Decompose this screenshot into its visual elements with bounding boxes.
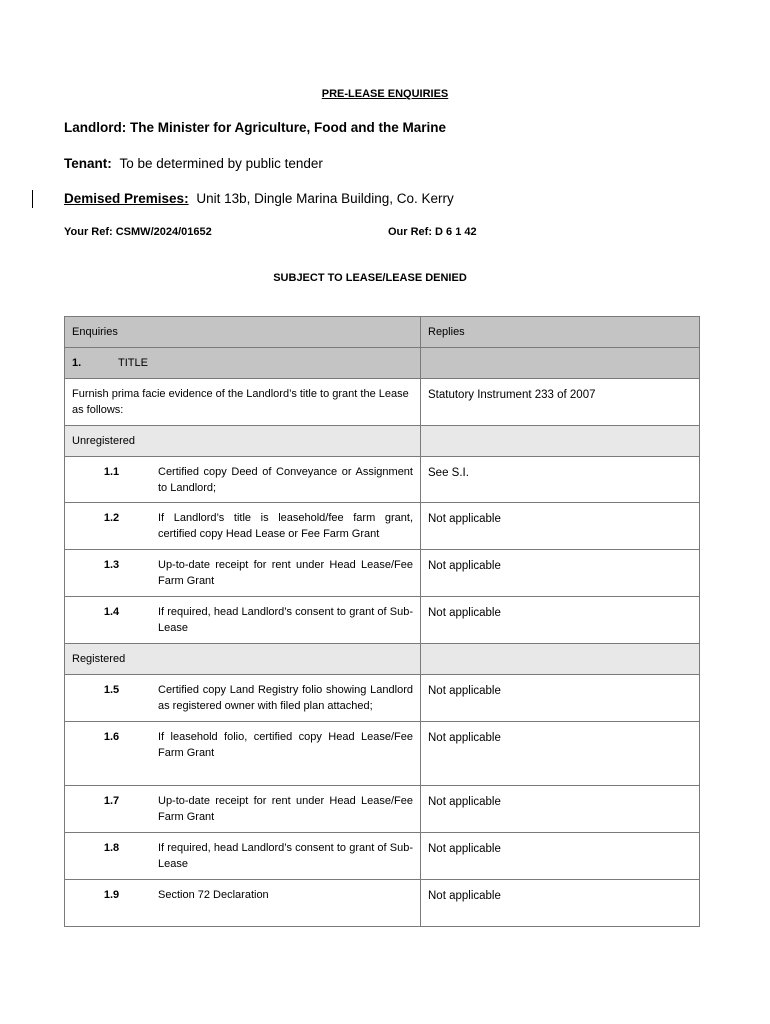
your-ref: Your Ref: CSMW/2024/01652: [64, 226, 212, 238]
item-reply: Not applicable: [428, 843, 501, 855]
table-row: [65, 833, 700, 880]
tenant-label: Tenant:: [64, 156, 112, 171]
intro-row: [65, 379, 700, 426]
table-row: [65, 722, 700, 786]
group-label: Registered: [72, 653, 126, 665]
item-text: Up-to-date receipt for rent under Head Lease/Fee Farm Grant: [158, 795, 413, 823]
item-text: Certified copy Deed of Conveyance or Assignment to Landlord;: [158, 466, 413, 494]
item-number: 1.3: [103, 559, 120, 571]
section-title: TITLE: [118, 357, 148, 369]
enquiries-column-header: Enquiries: [72, 326, 118, 338]
item-text: Certified copy Land Registry folio showing Landlord as registered owner with filed plan attached;: [158, 684, 413, 712]
item-reply: See S.I.: [428, 467, 469, 479]
group-row-registered: [65, 644, 700, 675]
item-reply: Not applicable: [428, 607, 501, 619]
text-cursor: [32, 190, 33, 208]
section-row: [65, 348, 700, 379]
item-reply: Not applicable: [428, 560, 501, 572]
section-number: 1.: [72, 357, 82, 369]
item-number: 1.9: [103, 889, 120, 901]
item-reply: Not applicable: [428, 513, 501, 525]
table-row: [65, 457, 700, 503]
our-ref: Our Ref: D 6 1 42: [388, 226, 477, 238]
group-label: Unregistered: [72, 435, 135, 447]
table-row: [65, 550, 700, 597]
item-text: Section 72 Declaration: [158, 889, 269, 901]
item-text: Up-to-date receipt for rent under Head Lease/Fee Farm Grant: [158, 559, 413, 587]
item-number: 1.8: [103, 842, 120, 854]
table-header-row: [65, 317, 700, 348]
item-text: If required, head Landlord’s consent to grant of Sub-Lease: [158, 842, 413, 870]
item-number: 1.2: [103, 512, 120, 524]
landlord-line: Landlord: The Minister for Agriculture, Food and the Marine: [64, 120, 447, 135]
table-row: [65, 503, 700, 550]
item-number: 1.4: [103, 606, 120, 618]
table-row: [65, 675, 700, 722]
premises-unit: Unit 13b: [196, 191, 247, 206]
subject-line: SUBJECT TO LEASE/LEASE DENIED: [273, 272, 467, 284]
item-number: 1.7: [103, 795, 120, 807]
item-reply: Not applicable: [428, 796, 501, 808]
table-row: [65, 597, 700, 644]
item-reply: Not applicable: [428, 732, 501, 744]
item-text: If Landlord’s title is leasehold/fee farm grant, certified copy Head Lease or Fee Farm Grant: [158, 512, 413, 540]
item-number: 1.1: [103, 466, 120, 478]
intro-reply: Statutory Instrument 233 of 2007: [428, 389, 596, 401]
document-title: PRE-LEASE ENQUIRIES: [321, 88, 449, 100]
intro-text: Furnish prima facie evidence of the Landlord’s title to grant the Lease as follows:: [72, 388, 409, 416]
tenant-value: To be determined by public tender: [119, 156, 323, 171]
premises-label: Demised Premises:: [64, 191, 189, 206]
item-text: If leasehold folio, certified copy Head Lease/Fee Farm Grant: [158, 731, 413, 759]
premises-line: [64, 191, 454, 206]
item-reply: Not applicable: [428, 685, 501, 697]
group-row-unregistered: [65, 426, 700, 457]
premises-rest: , Dingle Marina Building, Co. Kerry: [246, 191, 454, 206]
table-row: [65, 880, 700, 927]
enquiries-table: [64, 316, 700, 927]
item-number: 1.6: [103, 731, 120, 743]
item-number: 1.5: [103, 684, 120, 696]
replies-column-header: Replies: [428, 326, 465, 338]
item-reply: Not applicable: [428, 890, 501, 902]
table-row: [65, 786, 700, 833]
item-text: If required, head Landlord’s consent to grant of Sub-Lease: [158, 606, 413, 634]
tenant-line: [64, 156, 323, 171]
